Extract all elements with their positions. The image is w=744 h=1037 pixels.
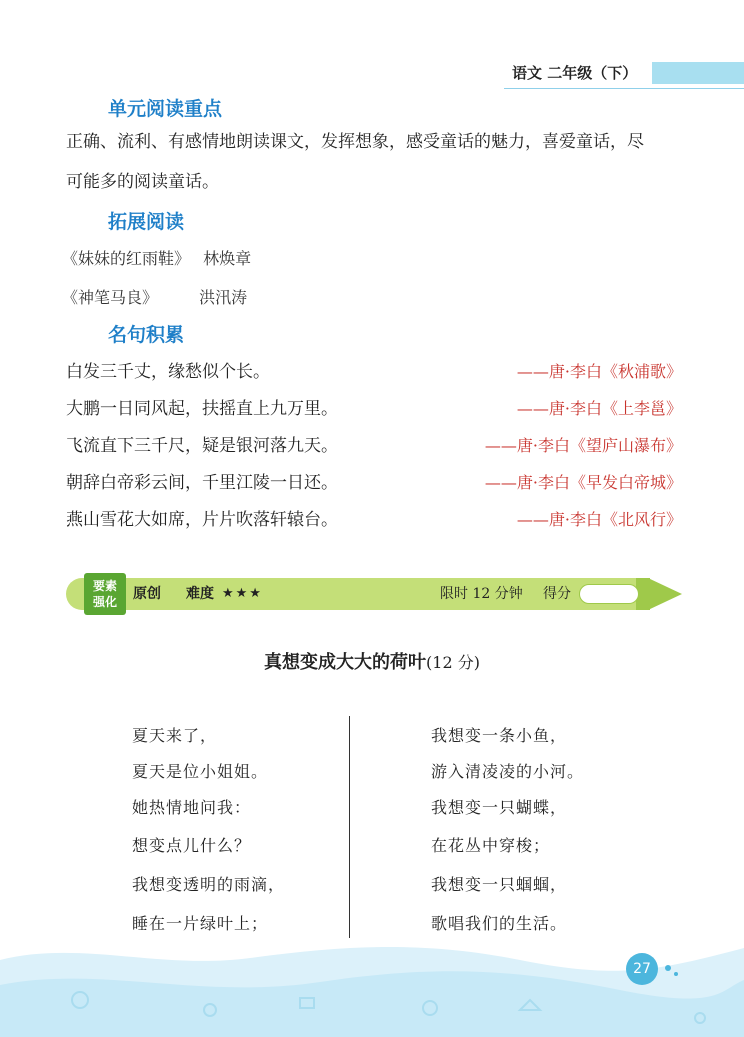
badge-line-1: 要素 (92, 579, 117, 593)
header-color-bar (652, 62, 744, 84)
book-item (62, 285, 247, 308)
poem-title-text: 真想变成大大的荷叶 (264, 652, 427, 673)
quote-source: ——唐·李白《北风行》 (516, 510, 682, 529)
header-rule (504, 88, 744, 89)
poem-line: 游入清凌凌的小河。 (431, 762, 585, 781)
poem-line: 我想变一条小鱼， (431, 726, 568, 745)
element-badge (84, 573, 126, 615)
poem-line: 在花丛中穿梭； (431, 836, 551, 855)
poem-title (0, 648, 744, 674)
poem-line: 想变点儿什么？ (132, 836, 252, 855)
poem-line: 夏天是位小姐姐。 (132, 762, 269, 781)
column-divider (349, 716, 350, 938)
badge-line-2: 强化 (92, 595, 117, 609)
reading-focus-text (66, 122, 686, 202)
poem-line: 睡在一片绿叶上； (132, 914, 269, 933)
poem-line: 她热情地问我： (132, 798, 252, 817)
score-input-box[interactable] (579, 584, 639, 604)
famous-quotes-title: 名句积累 (108, 324, 185, 346)
quote-source: ——唐·李白《望庐山瀑布》 (484, 436, 682, 455)
difficulty-stars: ★★★ (222, 586, 263, 601)
poem-line: 我想变透明的雨滴， (132, 875, 286, 894)
footer-wave (0, 930, 744, 1037)
page-number: 27 (626, 953, 658, 985)
quote-text: 朝辞白帝彩云间，千里江陵一日还。 (66, 473, 338, 493)
original-label: 原创 (133, 586, 161, 602)
quote-text: 大鹏一日同风起，扶摇直上九万里。 (66, 399, 338, 419)
reading-focus-title: 单元阅读重点 (108, 98, 223, 120)
quote-text: 燕山雪花大如席，片片吹落轩辕台。 (66, 510, 338, 530)
quote-text: 飞流直下三千尺，疑是银河落九天。 (66, 436, 338, 456)
header-subject: 语文 二年级（下） (512, 64, 638, 82)
time-limit: 限时 12 分钟 (440, 586, 523, 602)
poem-line: 我想变一只蝴蝶， (431, 798, 568, 817)
score-label: 得分 (543, 586, 571, 602)
poem-points: (12 分) (426, 653, 480, 672)
reading-focus-line-1: 正确、流利、有感情地朗读课文，发挥想象，感受童话的魅力，喜爱童话，尽 (66, 132, 644, 152)
extended-reading-title: 拓展阅读 (108, 211, 185, 233)
poem-line: 我想变一只蝈蝈， (431, 875, 568, 894)
book-title: 《妹妹的红雨鞋》 (62, 249, 191, 268)
book-title: 《神笔马良》 (62, 288, 159, 307)
reading-focus-line-2: 可能多的阅读童话。 (66, 172, 219, 192)
banner-arrow (648, 578, 682, 610)
poem-line: 歌唱我们的生活。 (431, 914, 568, 933)
quote-source: ——唐·李白《早发白帝城》 (484, 473, 682, 492)
quote-source: ——唐·李白《秋浦歌》 (516, 362, 682, 381)
quote-source: ——唐·李白《上李邕》 (516, 399, 682, 418)
difficulty-label: 难度 (186, 586, 214, 602)
poem-line: 夏天来了， (132, 726, 218, 745)
quote-text: 白发三千丈，缘愁似个长。 (66, 362, 270, 382)
book-author: 林焕章 (203, 249, 252, 268)
book-item (62, 246, 251, 269)
book-author: 洪汛涛 (199, 288, 248, 307)
